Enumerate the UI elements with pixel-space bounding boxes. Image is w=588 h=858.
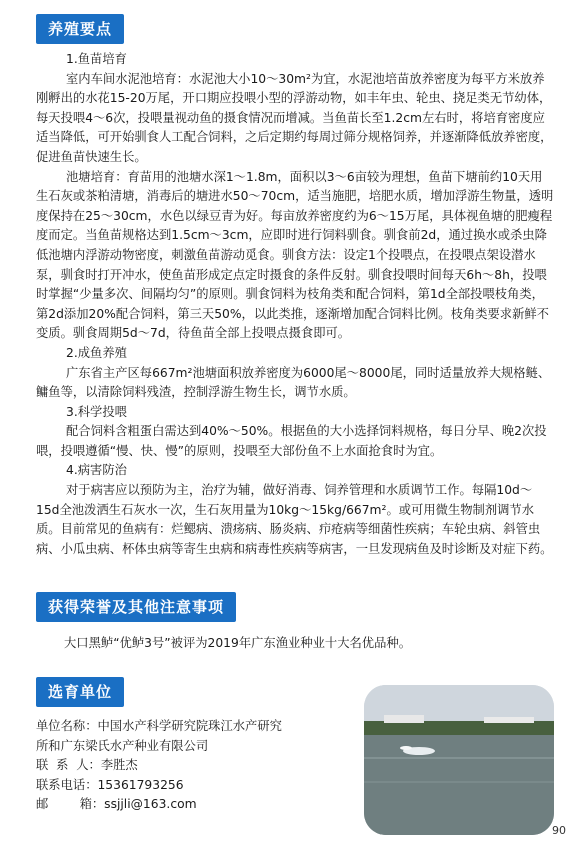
unit-name-line2: 所和广东梁氏水产种业有限公司 xyxy=(36,738,209,753)
subheading-fry: 1.鱼苗培育 xyxy=(66,52,127,66)
section-title-honor: 获得荣誉及其他注意事项 xyxy=(36,592,236,622)
page-number: 90 xyxy=(552,824,566,837)
unit-contact: 联 系 人：李胜杰 xyxy=(36,758,138,772)
paragraph-indoor: 室内车间水泥池培育：水泥池大小10～30m²为宜，水泥池培苗放养密度为每平方米放养刚孵出的水花15-20万尾，开口期应投喂小型的浮游动物，如丰年虫、轮虫、挠足类无节幼体，每天投喂4～6次，投喂量视动鱼的摄食情况而增减。当鱼苗长至1.2cm左右时，将培育密度应适当降低，可开始驯食人工配合饲料，之后定期约每周过筛分规格饲养，并逐渐降低放养密度，促进鱼苗快速生长。 xyxy=(36,71,553,164)
subheading-adult: 2.成鱼养殖 xyxy=(66,345,127,360)
section-title-breeding: 养殖要点 xyxy=(36,14,124,44)
honor-text: 大口黑鲈“优鲈3号”被评为2019年广东渔业种业十大名优品种。 xyxy=(64,636,411,650)
paragraph-feeding: 配合饲料含粗蛋白需达到40%～50%。根据鱼的大小选择饲料规格，每日分早、晚2次投喂，投喂遵循“慢、快、慢”的原则，投喂至大部份鱼不上水面抢食时为宜。 xyxy=(36,424,547,458)
breeding-content xyxy=(36,50,554,559)
subheading-feeding: 3.科学投喂 xyxy=(66,404,127,419)
fish-pond-photo xyxy=(364,685,554,835)
paragraph-pond: 池塘培育：育苗用的池塘水深1～1.8m，面积以3～6亩较为理想，鱼苗下塘前约10天用生石灰或茶粕清塘，消毒后的塘进水50～70cm，适当施肥，培肥水质，增加浮游生物量，透明度保持在25～30cm，水色以绿豆青为好。每亩放养密度约为6～15万尾，具体视鱼塘的肥瘦程度而定。当鱼苗规格达到1.5cm～3cm，应即时进行饲料驯食。驯食前2d，通过换水或杀虫降低池塘内浮游动物密度，刺激鱼苗游动觅食。驯食方法：设定1个投喂点，在投喂点架设潜水泵，驯食时打开冲水，使鱼苗形成定点定时摄食的条件反射。驯食投喂时间每天6h～8h，投喂时掌握“少量多次、间隔均匀”的原则。驯食饲料为枝角类和配合饲料，第1d全部投喂枝角类，第2d添加20%配合饲料，第三天50%，以此类推，逐渐增加配合饲料比例。枝角类要求新鲜不变质。驯食周期5d～7d，待鱼苗全部上投喂点摄食即可。 xyxy=(36,169,554,341)
unit-name-line1: 单位名称：中国水产科学研究院珠江水产研究 xyxy=(36,719,282,733)
unit-phone: 联系电话：15361793256 xyxy=(36,777,184,792)
section-title-unit: 选育单位 xyxy=(36,677,124,707)
pond-scene-icon xyxy=(364,685,554,835)
paragraph-adult: 广东省主产区每667m²池塘面积放养密度为6000尾～8000尾，同时适量放养大规格鲢、鳙鱼等，以清除饲料残渣，控制浮游生物生长，调节水质。 xyxy=(36,365,551,400)
unit-info xyxy=(36,717,346,815)
paragraph-disease: 对于病害应以预防为主，治疗为辅，做好消毒、饲养管理和水质调节工作。每隔10d～15d全池泼洒生石灰水一次，生石灰用量为10kg～15kg/667m²。或可用微生物制剂调节水质。目前常见的鱼病有：烂鳃病、溃疡病、肠炎病、疖疮病等细菌性疾病；车轮虫病、斜管虫病、小瓜虫病、杯体虫病等寄生虫病和病毒性疾病等病害，一旦发现病鱼及时诊断及对症下药。 xyxy=(36,483,553,556)
subheading-disease: 4.病害防治 xyxy=(66,463,127,478)
unit-email: 邮 箱：ssjjli@163.com xyxy=(36,797,197,811)
